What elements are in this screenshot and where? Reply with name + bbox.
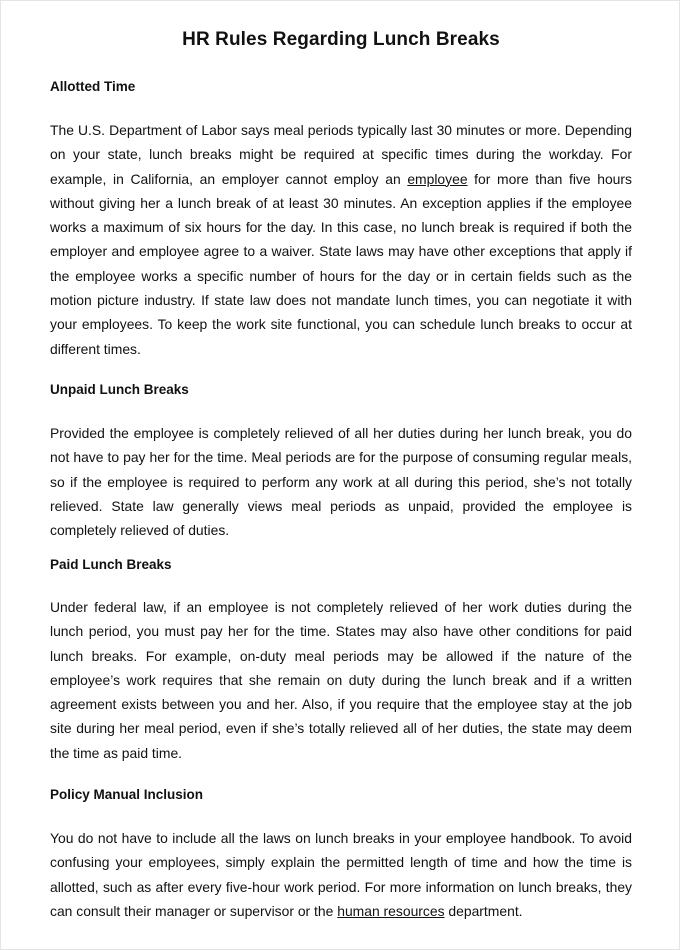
- section-paragraph-policy-manual-inclusion: [50, 826, 632, 923]
- section-heading-paid-lunch-breaks: Paid Lunch Breaks: [50, 557, 172, 572]
- section-paragraph-unpaid-lunch-breaks: Provided the employee is completely relieved of all her duties during her lunch break, you do not have to pay her for the time. Meal periods are for the purpose of consuming regular meals, so if the employee is required to perform any work at all during this period, she’s not totally relieved. State law generally views meal periods as unpaid, provided the employee is completely relieved of duties.: [50, 425, 632, 539]
- paragraph-text: The U.S. Department of Labor says meal periods typically last 30 minutes or more. Depending on your state, lunch breaks might be required at specific times during the workday. For example, in California, an employer cannot employ an: [50, 122, 632, 187]
- section-heading-policy-manual-inclusion: Policy Manual Inclusion: [50, 787, 204, 802]
- paragraph-text: You do not have to include all the laws on lunch breaks in your employee handbook. To avoid confusing your employees, simply explain the permitted length of time and how the time is allotted, such as after every five-hour work period. For more information on lunch breaks, they can consult their manager or supervisor or the: [50, 830, 632, 919]
- paragraph-text: department.: [444, 902, 523, 919]
- section-paragraph-allotted-time: [50, 118, 632, 361]
- section-heading-allotted-time: Allotted Time: [50, 79, 136, 94]
- section-heading-unpaid-lunch-breaks: Unpaid Lunch Breaks: [50, 382, 189, 397]
- employee-link[interactable]: employee: [407, 170, 468, 187]
- paragraph-text: for more than five hours without giving her a lunch break of at least 30 minutes. An exception applies if the employee works a maximum of six hours for the day. In this case, no lunch break is required if both the employer and employee agree to a waiver. State laws may have other exceptions that apply if the employee works a specific number of hours for the day or in certain fields such as the motion picture industry. If state law does not mandate lunch times, you can negotiate it with your employees. To keep the work site functional, you can schedule lunch breaks to occur at different times.: [50, 170, 632, 357]
- section-paragraph-paid-lunch-breaks: Under federal law, if an employee is not completely relieved of her work duties during the lunch period, you must pay her for the time. States may also have other conditions for paid lunch breaks. For example, on-duty meal periods may be allowed if the nature of the employee’s work requires that she remain on duty during the lunch break and if a written agreement exists between you and her. Also, if you require that the employee stay at the job site during her meal period, even if she’s totally relieved all of her duties, the state may deem the time as paid time.: [50, 599, 632, 761]
- document-title: HR Rules Regarding Lunch Breaks: [182, 29, 500, 50]
- human-resources-link[interactable]: human resources: [337, 902, 445, 919]
